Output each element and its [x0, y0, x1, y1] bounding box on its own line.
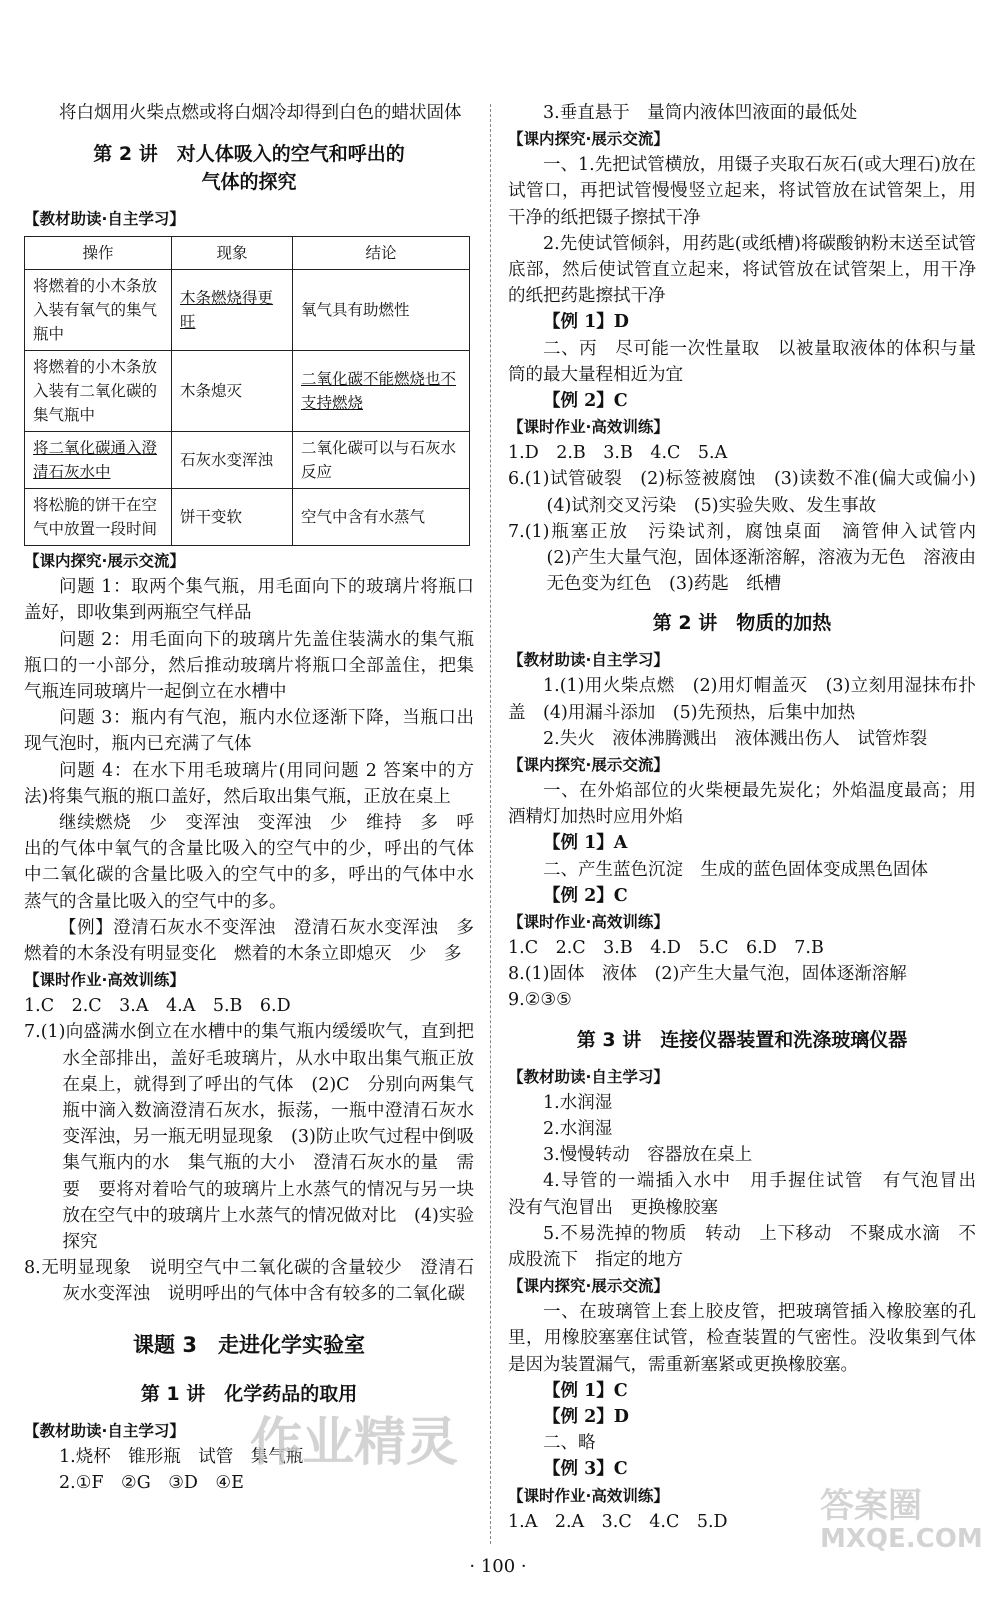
lecture-2-title-line2: 气体的探究 [201, 171, 297, 194]
section-header: 【教材助读·自主学习】 [24, 210, 185, 229]
table-row [25, 489, 470, 546]
section-header: 【教材助读·自主学习】 [508, 651, 669, 670]
table-cell: 将燃着的小木条放入装有氧气的集气瓶中 [25, 270, 172, 351]
lecture-2-title-line1: 第 2 讲 对人体吸入的空气和呼出的 [93, 143, 405, 166]
homework-7: 7.(1)瓶塞正放 污染试剂，腐蚀桌面 滴管伸入试管内 (2)产生大量气泡，固体逐渐溶解，溶液为无色 溶液由无色变为红色 (3)药匙 纸槽 [508, 521, 994, 595]
example-2: 【例 2】C [543, 391, 628, 412]
self-study-2: 2.①F ②G ③D ④E [59, 1472, 244, 1493]
table-row [25, 432, 470, 489]
example-2: 【例 2】C [543, 885, 628, 906]
table-cell: 木条熄灭 [172, 351, 293, 432]
table-header: 现象 [172, 237, 293, 270]
question-4-answer: 继续燃烧 少 变浑浊 变浑浊 少 维持 多 呼出的气体中氧气的含量比吸入的空气中的少，呼出的气体中二氧化碳的含量比吸入的空气中的多，呼出的气体中水蒸气的含量比吸入的空气中的多。 [24, 813, 474, 912]
lecture-2-heating-title: 第 2 讲 物质的加热 [652, 612, 832, 635]
question-2: 问题 2：用毛面向下的玻璃片先盖住装满水的集气瓶瓶口的一小部分，然后推动玻璃片将瓶口全部盖住，把集气瓶连同玻璃片一起倒立在水槽中 [24, 629, 474, 703]
section-header: 【教材助读·自主学习】 [24, 1421, 185, 1440]
homework-answers: 1.C 2.C 3.A 4.A 5.B 6.D [24, 996, 291, 1017]
explore-1: 一、1.先把试管横放，用镊子夹取石灰石(或大理石)放在试管口，再把试管慢慢竖立起来，将试管放在试管架上，用干净的纸把镊子擦拭干净 [508, 155, 976, 228]
lecture-1-title: 第 1 讲 化学药品的取用 [140, 1382, 358, 1405]
seal-explore: 一、在玻璃管上套上胶皮管，把玻璃管插入橡胶塞的孔里，用橡胶塞塞住试管，检查装置的气密性。没收集到气体是因为装置漏气，需重新塞紧或更换橡胶塞。 [508, 1302, 976, 1375]
explore-3: 二、丙 尽可能一次性量取 以被量取液体的体积与量筒的最大量程相近为宜 [508, 338, 976, 385]
heating-1: 1.(1)用火柴点燃 (2)用灯帽盖灭 (3)立刻用湿抹布扑盖 (4)用漏斗添加 (5)先预热，后集中加热 [508, 676, 976, 723]
example-1: 【例 1】D [543, 312, 629, 333]
topic-3-title: 课题 3 走进化学实验室 [133, 1332, 365, 1357]
section-header: 【课内探究·展示交流】 [508, 130, 669, 149]
table-cell: 二氧化碳可以与石灰水反应 [293, 432, 470, 489]
table-row [25, 351, 470, 432]
section-header: 【课内探究·展示交流】 [508, 756, 669, 775]
answer-3: 3.垂直悬于 量筒内液体凹液面的最低处 [543, 103, 858, 123]
homework-answers: 1.A 2.A 3.C 4.C 5.D [508, 1511, 728, 1532]
table-cell: 二氧化碳不能燃烧也不支持燃烧 [293, 351, 470, 432]
flame-explore: 一、在外焰部位的火柴梗最先炭化；外焰温度最高；用酒精灯加热时应用外焰 [508, 781, 976, 828]
table-cell: 将二氧化碳通入澄清石灰水中 [25, 432, 172, 489]
table-row [25, 270, 470, 351]
watermark-logo: 作业精灵 [250, 1413, 459, 1473]
lecture-2-title [24, 140, 474, 196]
experiment-table [24, 236, 470, 546]
example-3: 【例 3】C [543, 1459, 628, 1480]
homework-answers: 1.C 2.C 3.B 4.D 5.C 6.D 7.B [508, 938, 824, 959]
omitted: 二、略 [543, 1433, 596, 1454]
self-study-1: 1.烧杯 锥形瓶 试管 集气瓶 [59, 1446, 304, 1467]
example-2: 【例 2】D [543, 1406, 629, 1427]
lecture-3-title: 第 3 讲 连接仪器装置和洗涤玻璃仪器 [576, 1028, 908, 1051]
example-1: 【例 1】A [543, 833, 628, 854]
section-header: 【课时作业·高效训练】 [24, 971, 185, 990]
left-column [24, 100, 492, 1496]
column-divider [490, 104, 491, 1544]
table-cell: 将松脆的饼干在空气中放置一段时间 [25, 489, 172, 546]
connect-3: 3.慢慢转动 容器放在桌上 [543, 1145, 753, 1166]
table-cell: 将燃着的小木条放入装有二氧化碳的集气瓶中 [25, 351, 172, 432]
section-header: 【课内探究·展示交流】 [508, 1277, 669, 1296]
table-cell: 饼干变软 [172, 489, 293, 546]
homework-8: 8.无明显现象 说明空气中二氧化碳的含量较少 澄清石灰水变浑浊 说明呼出的气体中含有较多的二氧化碳 [24, 1258, 474, 1305]
page-number: · 100 · [469, 1556, 527, 1577]
section-header: 【课时作业·高效训练】 [508, 913, 669, 932]
table-header: 操作 [25, 237, 172, 270]
section-header: 【教材助读·自主学习】 [508, 1067, 669, 1086]
table-cell: 空气中含有水蒸气 [293, 489, 470, 546]
heating-2: 2.失火 液体沸腾溅出 液体溅出伤人 试管炸裂 [543, 728, 928, 749]
explore-2: 2.先使试管倾斜，用药匙(或纸槽)将碳酸钠粉末送至试管底部，然后使试管直立起来，将试管放在试管架上，用干净的纸把药匙擦拭干净 [508, 233, 976, 307]
table-cell: 氧气具有助燃性 [293, 270, 470, 351]
example-1: 【例 1】C [543, 1380, 628, 1401]
precipitate-explore: 二、产生蓝色沉淀 生成的蓝色固体变成黑色固体 [543, 859, 928, 880]
table-header-row [25, 237, 470, 270]
homework-7: 7.(1)向盛满水倒立在水槽中的集气瓶内缓缓吹气，直到把水全部排出，盖好毛玻璃片，从水中取出集气瓶正放在桌上，就得到了呼出的气体 (2)C 分别向两集气瓶中滴入数滴澄清石灰水，振荡，一瓶中澄清石灰水变浑浊，另一瓶无明显现象 (3)防止吹气过程中倒吸集气瓶内的水 集气瓶的大小 澄清石灰水的量 需要 要将对着哈气的玻璃片上水蒸气的情况与另一块放在空气中的玻璃片上水蒸气的情况做对比 (4)实验探究 [24, 1022, 474, 1253]
connect-2: 2.水润湿 [543, 1118, 613, 1139]
watermark-url: MXQE.COM [820, 1524, 983, 1554]
right-column [508, 100, 994, 1535]
homework-9: 9.②③⑤ [508, 990, 572, 1011]
homework-answers: 1.D 2.B 3.B 4.C 5.A [508, 443, 728, 464]
table-cell: 木条燃烧得更旺 [172, 270, 293, 351]
section-header: 【课时作业·高效训练】 [508, 1486, 669, 1505]
section-header: 【课时作业·高效训练】 [508, 418, 669, 437]
homework-8: 8.(1)固体 液体 (2)产生大量气泡，固体逐渐溶解 [508, 964, 907, 985]
example: 【例】澄清石灰水不变浑浊 澄清石灰水变浑浊 多 燃着的木条没有明显变化 燃着的木条立即熄灭 少 多 [24, 917, 492, 965]
watermark-logo: 答案圈 [820, 1486, 922, 1526]
connect-4: 4.导管的一端插入水中 用手握住试管 有气泡冒出 没有气泡冒出 更换橡胶塞 [508, 1171, 994, 1218]
question-4: 问题 4：在水下用毛玻璃片(用同问题 2 答案中的方法)将集气瓶的瓶口盖好，然后取出集气瓶，正放在桌上 [24, 760, 474, 807]
question-3: 问题 3：瓶内有气泡，瓶内水位逐渐下降，当瓶口出现气泡时，瓶内已充满了气体 [24, 708, 474, 755]
table-cell: 石灰水变浑浊 [172, 432, 293, 489]
section-header: 【课内探究·展示交流】 [24, 552, 185, 571]
connect-1: 1.水润湿 [543, 1092, 613, 1113]
question-1: 问题 1：取两个集气瓶，用毛面向下的玻璃片将瓶口盖好，即收集到两瓶空气样品 [24, 577, 474, 624]
connect-5: 5.不易洗掉的物质 转动 上下移动 不聚成水滴 不成股流下 指定的地方 [508, 1223, 976, 1270]
homework-6: 6.(1)试管破裂 (2)标签被腐蚀 (3)读数不准(偏大或偏小) (4)试剂交叉污染 (5)实验失败、发生事故 [508, 469, 994, 516]
table-header: 结论 [293, 237, 470, 270]
intro-text: 将白烟用火柴点燃或将白烟冷却得到白色的蜡状固体 [59, 103, 462, 123]
